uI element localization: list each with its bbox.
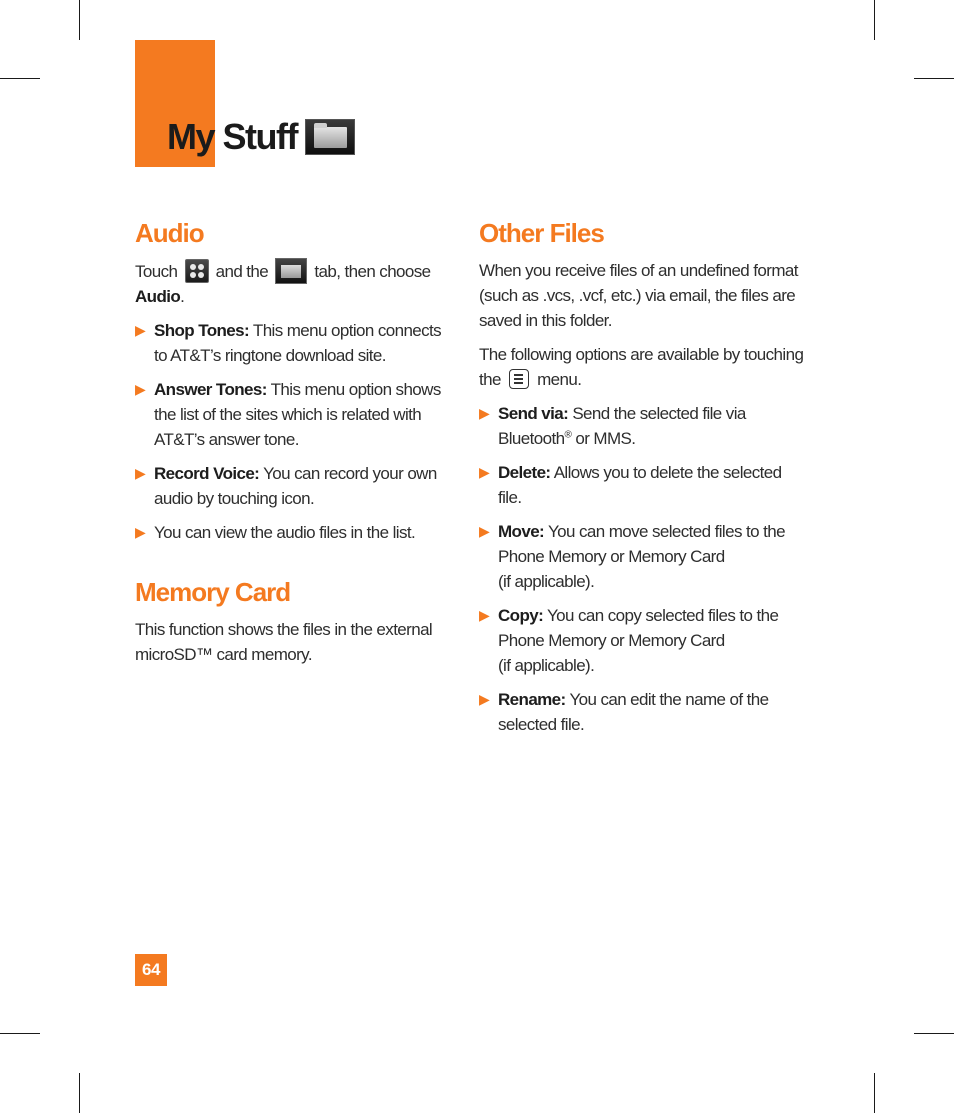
audio-intro [135, 258, 457, 309]
bullet-arrow-icon: ▶ [479, 405, 490, 421]
bullet-label: Copy: [498, 606, 544, 625]
bullet-label: Record Voice: [154, 464, 260, 483]
bullet-label: Delete: [498, 463, 551, 482]
bullet-text: This menu option shows the list of the sites which is related with AT&T’s answer tone. [154, 380, 441, 449]
list-item [135, 461, 457, 511]
crop-mark [0, 78, 40, 79]
crop-mark [79, 0, 80, 40]
list-item [135, 318, 457, 368]
apps-grid-icon [185, 259, 209, 283]
crop-mark [874, 0, 875, 40]
bullet-arrow-icon: ▶ [135, 524, 146, 540]
my-stuff-tab-icon [275, 258, 307, 284]
bullet-label: Move: [498, 522, 545, 541]
bullet-text: You can move selected files to the Phone Memory or Memory Card [498, 522, 785, 566]
page-title-text: My Stuff [167, 116, 297, 157]
bullet-label: Rename: [498, 690, 566, 709]
list-item [135, 377, 457, 452]
bullet-arrow-icon: ▶ [479, 464, 490, 480]
page-number: 64 [135, 954, 167, 986]
para2-after: menu. [537, 370, 582, 389]
crop-mark [79, 1073, 80, 1113]
bullet-text-note: (if applicable). [498, 656, 595, 675]
crop-mark [914, 78, 954, 79]
bullet-arrow-icon: ▶ [135, 322, 146, 338]
bullet-arrow-icon: ▶ [135, 465, 146, 481]
bullet-label: Answer Tones: [154, 380, 267, 399]
intro-end: . [180, 287, 185, 306]
left-column [135, 216, 457, 676]
bullet-text: You can edit the name of the selected file. [498, 690, 769, 734]
bullet-text: You can copy selected files to the Phone Memory or Memory Card [498, 606, 779, 650]
audio-heading: Audio [135, 218, 204, 248]
crop-mark [0, 1033, 40, 1034]
bullet-arrow-icon: ▶ [479, 523, 490, 539]
other-files-heading: Other Files [479, 218, 604, 248]
list-item [479, 401, 809, 451]
bullet-text-note: (if applicable). [498, 572, 595, 591]
bullet-text: You can record your own audio by touching icon. [154, 464, 437, 508]
list-item [479, 687, 809, 737]
list-item [479, 519, 809, 594]
list-item [479, 460, 809, 510]
crop-mark [914, 1033, 954, 1034]
right-column [479, 216, 809, 746]
list-item [135, 520, 457, 545]
bullet-arrow-icon: ▶ [479, 691, 490, 707]
para2-before: The following options are available by touching the [479, 345, 804, 389]
memory-card-heading: Memory Card [135, 577, 291, 607]
crop-mark [874, 1073, 875, 1113]
bullet-arrow-icon: ▶ [479, 607, 490, 623]
intro-tab-choose: tab, then choose [314, 262, 431, 281]
bullet-text-after: or MMS. [571, 429, 636, 448]
bullet-label: Send via: [498, 404, 569, 423]
list-item [479, 603, 809, 678]
bullet-label: Shop Tones: [154, 321, 250, 340]
intro-and-the: and the [215, 262, 269, 281]
bullet-arrow-icon: ▶ [135, 381, 146, 397]
bullet-text: You can view the audio files in the list. [154, 523, 416, 542]
folder-icon [305, 119, 355, 155]
registered-mark: ® [564, 429, 572, 441]
memory-card-text: This function shows the files in the external microSD™ card memory. [135, 620, 433, 664]
intro-touch: Touch [135, 262, 178, 281]
intro-target: Audio [135, 287, 181, 306]
other-files-para2 [479, 342, 809, 392]
bullet-text: Allows you to delete the selected file. [498, 463, 782, 507]
page-title [167, 114, 355, 160]
other-files-para1: When you receive files of an undefined format (such as .vcs, .vcf, etc.) via email, the files are saved in this folder. [479, 261, 798, 330]
menu-icon [509, 369, 529, 389]
bullet-text: This menu option connects to AT&T’s ringtone download site. [154, 321, 442, 365]
bullet-text: Send the selected file via Bluetooth [498, 404, 746, 448]
